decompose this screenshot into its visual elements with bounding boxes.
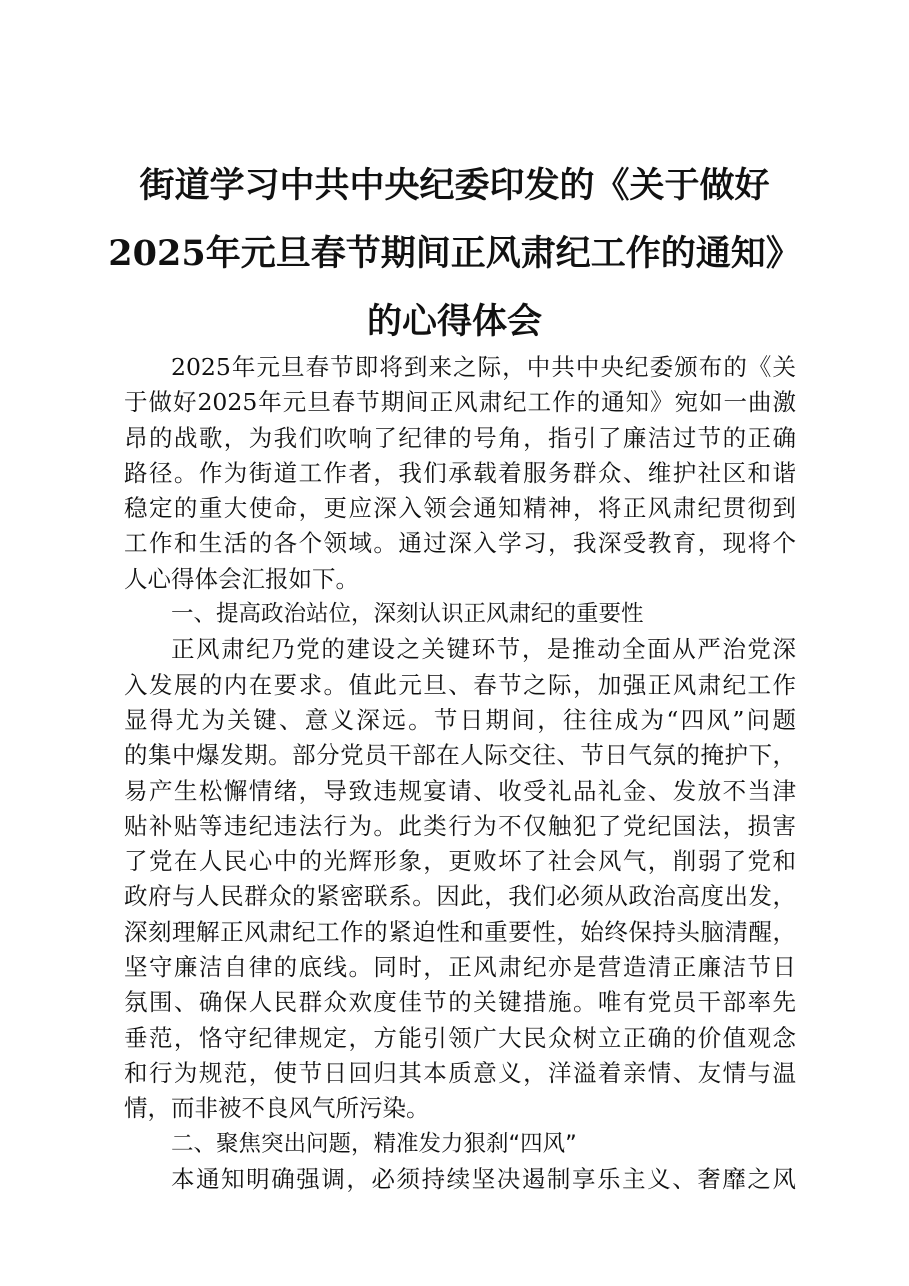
text-line: 于做好2025年元旦春节期间正风肃纪工作的通知》宛如一曲激 (124, 388, 796, 417)
text-line: 情，而非被不良风气所污染。 (124, 1094, 430, 1123)
text-line: 2025年元旦春节即将到来之际，中共中央纪委颁布的《关 (171, 353, 796, 381)
text-line: 正风肃纪乃党的建设之关键环节，是推动全面从严治党深 (171, 635, 796, 664)
text-line: 工作和生活的各个领域。通过深入学习，我深受教育，现将个 (124, 529, 796, 558)
text-line: 和行为规范，使节日回归其本质意义，洋溢着亲情、友情与温 (124, 1058, 796, 1087)
text-line: 的集中爆发期。部分党员干部在人际交往、节日气氛的掩护下， (124, 741, 796, 770)
text-line: 昂的战歌，为我们吹响了纪律的号角，指引了廉洁过节的正确 (124, 423, 796, 452)
title-line: 2025年元旦春节期间正风肃纪工作的通知》 (108, 233, 801, 274)
section-heading-1: 一、提高政治站位，深刻认识正风肃纪的重要性 (171, 601, 644, 628)
text-line: 政府与人民群众的紧密联系。因此，我们必须从政治高度出发， (124, 882, 796, 911)
section-heading-2: 二、聚焦突出问题，精准发力狠刹“四风” (171, 1130, 577, 1157)
paragraph-intro (124, 350, 796, 597)
text-line: 了党在人民心中的光辉形象，更败坏了社会风气，削弱了党和 (124, 847, 796, 876)
text-line: 路径。作为街道工作者，我们承载着服务群众、维护社区和谐 (124, 458, 796, 487)
paragraph-section-2 (124, 1162, 796, 1197)
text-line: 深刻理解正风肃纪工作的紧迫性和重要性，始终保持头脑清醒， (124, 917, 796, 946)
document-title (100, 152, 809, 356)
text-line: 垂范，恪守纪律规定，方能引领广大民众树立正确的价值观念 (124, 1023, 796, 1052)
text-line: 本通知明确强调，必须持续坚决遏制享乐主义、奢靡之风 (171, 1164, 796, 1193)
paragraph-section-1 (124, 632, 796, 1126)
document-body (124, 350, 796, 1197)
title-line: 街道学习中共中央纪委印发的《关于做好 (139, 165, 770, 206)
text-line: 易产生松懈情绪，导致违规宴请、收受礼品礼金、发放不当津 (124, 776, 796, 805)
text-line: 稳定的重大使命，更应深入领会通知精神，将正风肃纪贯彻到 (124, 494, 796, 523)
title-line: 的心得体会 (366, 301, 542, 342)
text-line: 入发展的内在要求。值此元旦、春节之际，加强正风肃纪工作 (124, 670, 796, 699)
text-line: 氛围、确保人民群众欢度佳节的关键措施。唯有党员干部率先 (124, 988, 796, 1017)
text-line: 坚守廉洁自律的底线。同时，正风肃纪亦是营造清正廉洁节日 (124, 953, 796, 982)
text-line: 显得尤为关键、意义深远。节日期间，往往成为“四风”问题 (124, 705, 796, 734)
text-line: 人心得体会汇报如下。 (124, 564, 359, 593)
text-line: 贴补贴等违纪违法行为。此类行为不仅触犯了党纪国法，损害 (124, 811, 796, 840)
